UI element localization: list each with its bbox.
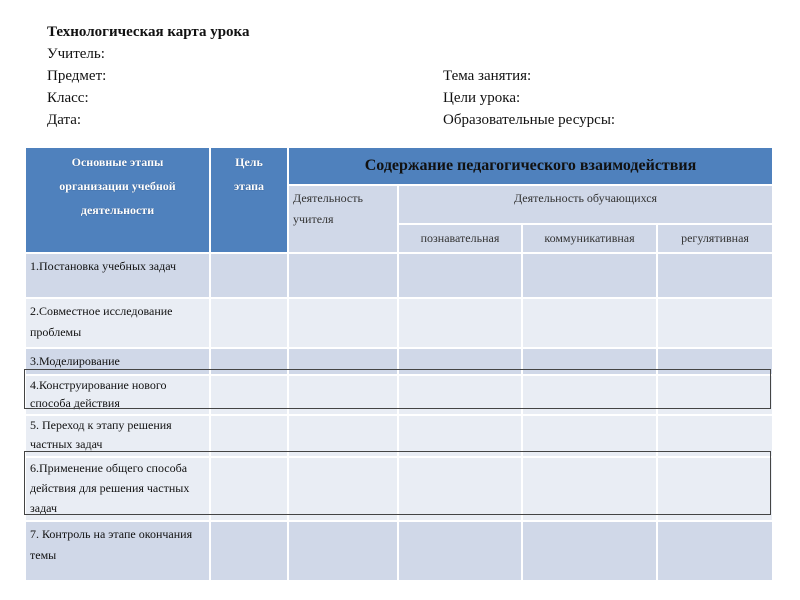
header-cognitive: познавательная — [398, 224, 522, 253]
date-label: Дата: — [47, 112, 82, 128]
header-goal: Цель этапа — [210, 147, 288, 253]
cell[interactable] — [288, 348, 398, 375]
cell[interactable] — [522, 348, 657, 375]
header-left — [47, 21, 249, 131]
cell[interactable] — [398, 415, 522, 457]
cell[interactable] — [398, 348, 522, 375]
cell[interactable] — [288, 457, 398, 521]
header-communicative: коммуникативная — [522, 224, 657, 253]
cell[interactable] — [657, 298, 773, 348]
header-student-activity: Деятельность обучающихся — [398, 185, 773, 224]
stage-cell: 5. Переход к этапу решения частных задач — [25, 415, 210, 457]
cell[interactable] — [522, 375, 657, 415]
cell[interactable] — [522, 298, 657, 348]
cell[interactable] — [398, 521, 522, 581]
cell[interactable] — [657, 253, 773, 298]
cell[interactable] — [288, 415, 398, 457]
cell[interactable] — [398, 457, 522, 521]
header-teacher-activity: Деятельность учителя — [288, 185, 398, 253]
table-row — [25, 253, 773, 298]
cell[interactable] — [210, 298, 288, 348]
header-right — [443, 65, 615, 131]
header-regulative: регулятивная — [657, 224, 773, 253]
cell[interactable] — [210, 415, 288, 457]
stage-cell: 6.Применение общего способа действия для решения частных задач — [25, 457, 210, 521]
lesson-map-table — [24, 146, 774, 582]
cell[interactable] — [288, 298, 398, 348]
class-label: Класс: — [47, 90, 89, 106]
page-title: Технологическая карта урока — [47, 24, 250, 40]
subject-label: Предмет: — [47, 68, 107, 84]
cell[interactable] — [210, 375, 288, 415]
header-stages: Основные этапы организации учебной деятельности — [25, 147, 210, 253]
goals-label: Цели урока: — [443, 90, 521, 106]
table-row — [25, 298, 773, 348]
table-row — [25, 521, 773, 581]
cell[interactable] — [288, 375, 398, 415]
stage-cell: 1.Постановка учебных задач — [25, 253, 210, 298]
cell[interactable] — [210, 521, 288, 581]
table-row — [25, 415, 773, 457]
cell[interactable] — [657, 375, 773, 415]
stage-cell: 3.Моделирование — [25, 348, 210, 375]
stage-cell: 4.Конструирование нового способа действия — [25, 375, 210, 415]
cell[interactable] — [522, 253, 657, 298]
cell[interactable] — [398, 375, 522, 415]
cell[interactable] — [657, 521, 773, 581]
cell[interactable] — [657, 348, 773, 375]
table-row — [25, 348, 773, 375]
cell[interactable] — [522, 415, 657, 457]
table-row — [25, 375, 773, 415]
cell[interactable] — [522, 457, 657, 521]
header-content: Содержание педагогического взаимодействия — [288, 147, 773, 185]
cell[interactable] — [210, 348, 288, 375]
table-row — [25, 457, 773, 521]
cell[interactable] — [288, 253, 398, 298]
cell[interactable] — [288, 521, 398, 581]
cell[interactable] — [522, 521, 657, 581]
resources-label: Образовательные ресурсы: — [443, 112, 616, 128]
cell[interactable] — [657, 415, 773, 457]
cell[interactable] — [398, 298, 522, 348]
cell[interactable] — [210, 457, 288, 521]
stage-cell: 2.Совместное исследование проблемы — [25, 298, 210, 348]
cell[interactable] — [398, 253, 522, 298]
cell[interactable] — [657, 457, 773, 521]
topic-label: Тема занятия: — [443, 68, 532, 84]
cell[interactable] — [210, 253, 288, 298]
stage-cell: 7. Контроль на этапе окончания темы — [25, 521, 210, 581]
teacher-label: Учитель: — [47, 46, 105, 62]
